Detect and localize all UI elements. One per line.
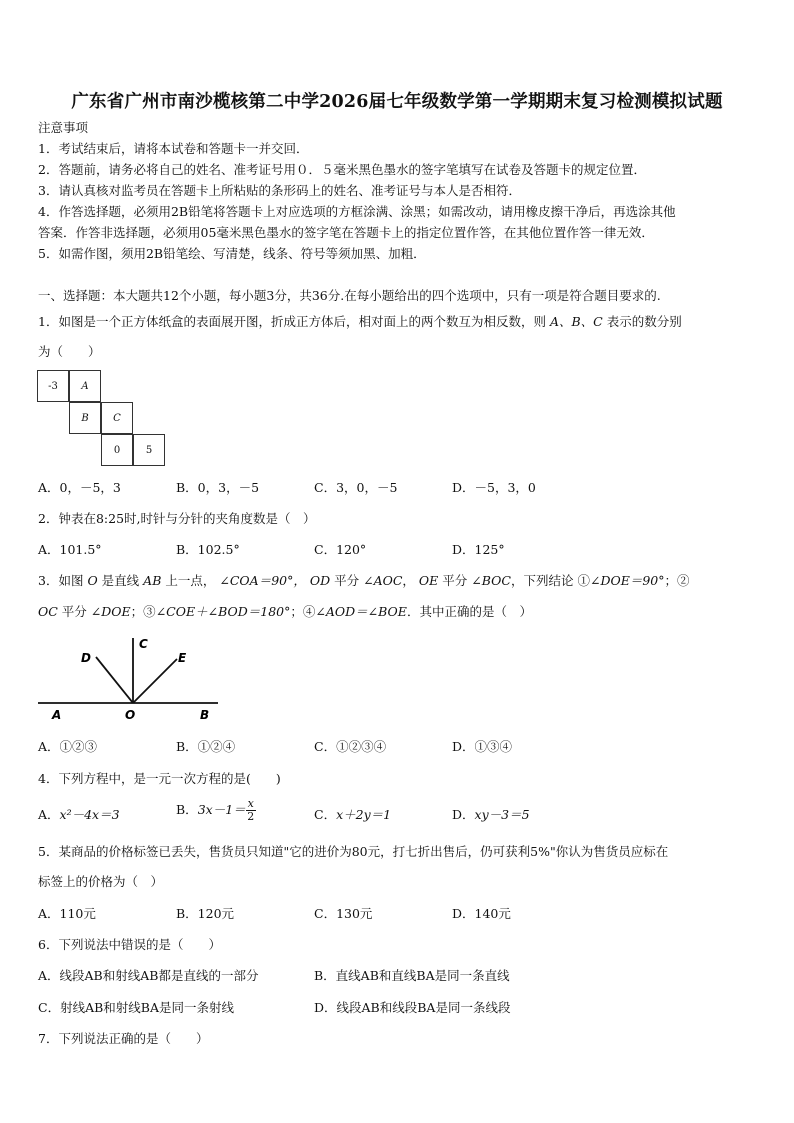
q1-option-b: B．0，3，－5 [176, 480, 260, 495]
label-e: E [178, 651, 187, 665]
q1-option-c: C．3，0，－5 [314, 480, 398, 495]
net-cell-c: C [101, 402, 133, 434]
note-item-4: 4．作答选择题，必须用2B铅笔将答题卡上对应选项的方框涂满、涂黑；如需改动，请用橡皮擦干净后，再选涂其他 [38, 204, 676, 219]
section-heading: 一、选择题：本大题共12个小题，每小题3分，共36分.在每小题给出的四个选项中，只有一项是符合题目要求的. [38, 288, 661, 303]
note-item-2: 2．答题前，请务必将自己的姓名、准考证号用０．５毫米黑色墨水的签字笔填写在试卷及答题卡的规定位置． [38, 162, 646, 177]
q4-option-d: D．xy－3＝5 [452, 807, 530, 822]
note-item-5: 5．如需作图，须用2B铅笔绘、写清楚，线条、符号等须加黑、加粗． [38, 246, 426, 261]
q2-option-a: A．101.5° [38, 542, 102, 557]
q3-stem-cont: OC 平分 ∠DOE；③∠COE＋∠BOD＝180°；④∠AOD＝∠BOE．其中正确的是（ ） [38, 604, 532, 619]
q1-vars: A、B、C [549, 314, 603, 329]
label-b: B [200, 708, 210, 722]
q3-option-a: A．①②③ [38, 739, 98, 754]
q6-option-c: C．射线AB和射线BA是同一条射线 [38, 1000, 234, 1015]
q2-stem: 2．钟表在8:25时,时针与分针的夹角度数是（ ） [38, 511, 316, 526]
q4-option-b: B．3x－1＝ $\frac{x}{2}$ [176, 797, 255, 823]
note-item-4-cont: 答案．作答非选择题，必须用05毫米黑色墨水的签字笔在答题卡上的指定位置作答，在其他位置作答一律无效． [38, 225, 654, 240]
net-cell-a: A [69, 370, 101, 402]
label-c: C [139, 637, 148, 651]
q5-option-d: D．140元 [452, 906, 511, 921]
ray-oe [133, 659, 177, 703]
q5-option-b: B．120元 [176, 906, 235, 921]
q4-option-a: A．x²－4x＝3 [38, 807, 120, 822]
net-cell-b: B [69, 402, 101, 434]
q3-option-d: D．①③④ [452, 739, 513, 754]
q1-stem: 1．如图是一个正方体纸盒的表面展开图，折成正方体后，相对面上的两个数互为相反数，则 A、B、C 表示的数分别 [38, 314, 682, 329]
net-cell-0: 0 [101, 434, 133, 466]
q3-stem: 3．如图 O 是直线 AB 上一点， ∠COA＝90°， OD 平分 ∠AOC， OE 平分 ∠BOC，下列结论 ①∠DOE＝90°；② [38, 573, 690, 588]
q1-stem-cont: 为（ ） [38, 344, 101, 359]
q1-option-d: D．－5，3，0 [452, 480, 536, 495]
q1-option-a: A．0，－5，3 [38, 480, 121, 495]
q5-option-a: A．110元 [38, 906, 96, 921]
q7-stem: 7．下列说法正确的是（ ） [38, 1031, 209, 1046]
notes-heading: 注意事项 [38, 120, 89, 135]
q5-stem-cont: 标签上的价格为（ ） [38, 874, 164, 889]
ray-od [96, 657, 133, 703]
page-title: 广东省广州市南沙榄核第二中学2026届七年级数学第一学期期末复习检测模拟试题 [71, 92, 723, 112]
q6-option-d: D．线段AB和线段BA是同一条线段 [314, 1000, 511, 1015]
q4-stem: 4．下列方程中，是一元一次方程的是( ) [38, 771, 281, 786]
q6-option-b: B．直线AB和直线BA是同一条直线 [314, 968, 510, 983]
q3-angle-figure [38, 630, 228, 725]
q2-option-c: C．120° [314, 542, 367, 557]
q5-option-c: C．130元 [314, 906, 373, 921]
q3-option-b: B．①②④ [176, 739, 236, 754]
q6-option-a: A．线段AB和射线AB都是直线的一部分 [38, 968, 259, 983]
net-cell-neg3: -3 [37, 370, 69, 402]
q3-option-c: C．①②③④ [314, 739, 387, 754]
q2-option-b: B．102.5° [176, 542, 240, 557]
fraction: $\frac{x}{2}$ [247, 797, 255, 823]
q4-option-c: C．x＋2y＝1 [314, 807, 392, 822]
q2-option-d: D．125° [452, 542, 505, 557]
label-o: O [125, 708, 136, 722]
note-item-1: 1．考试结束后，请将本试卷和答题卡一并交回． [38, 141, 309, 156]
label-a: A [52, 708, 62, 722]
q5-stem: 5．某商品的价格标签已丢失，售货员只知道"它的进价为80元，打七折出售后，仍可获利5%"你认为售货员应标在 [38, 844, 669, 859]
net-cell-5: 5 [133, 434, 165, 466]
note-item-3: 3．请认真核对监考员在答题卡上所粘贴的条形码上的姓名、准考证号与本人是否相符． [38, 183, 521, 198]
label-d: D [81, 651, 91, 665]
q6-stem: 6．下列说法中错误的是（ ） [38, 937, 221, 952]
